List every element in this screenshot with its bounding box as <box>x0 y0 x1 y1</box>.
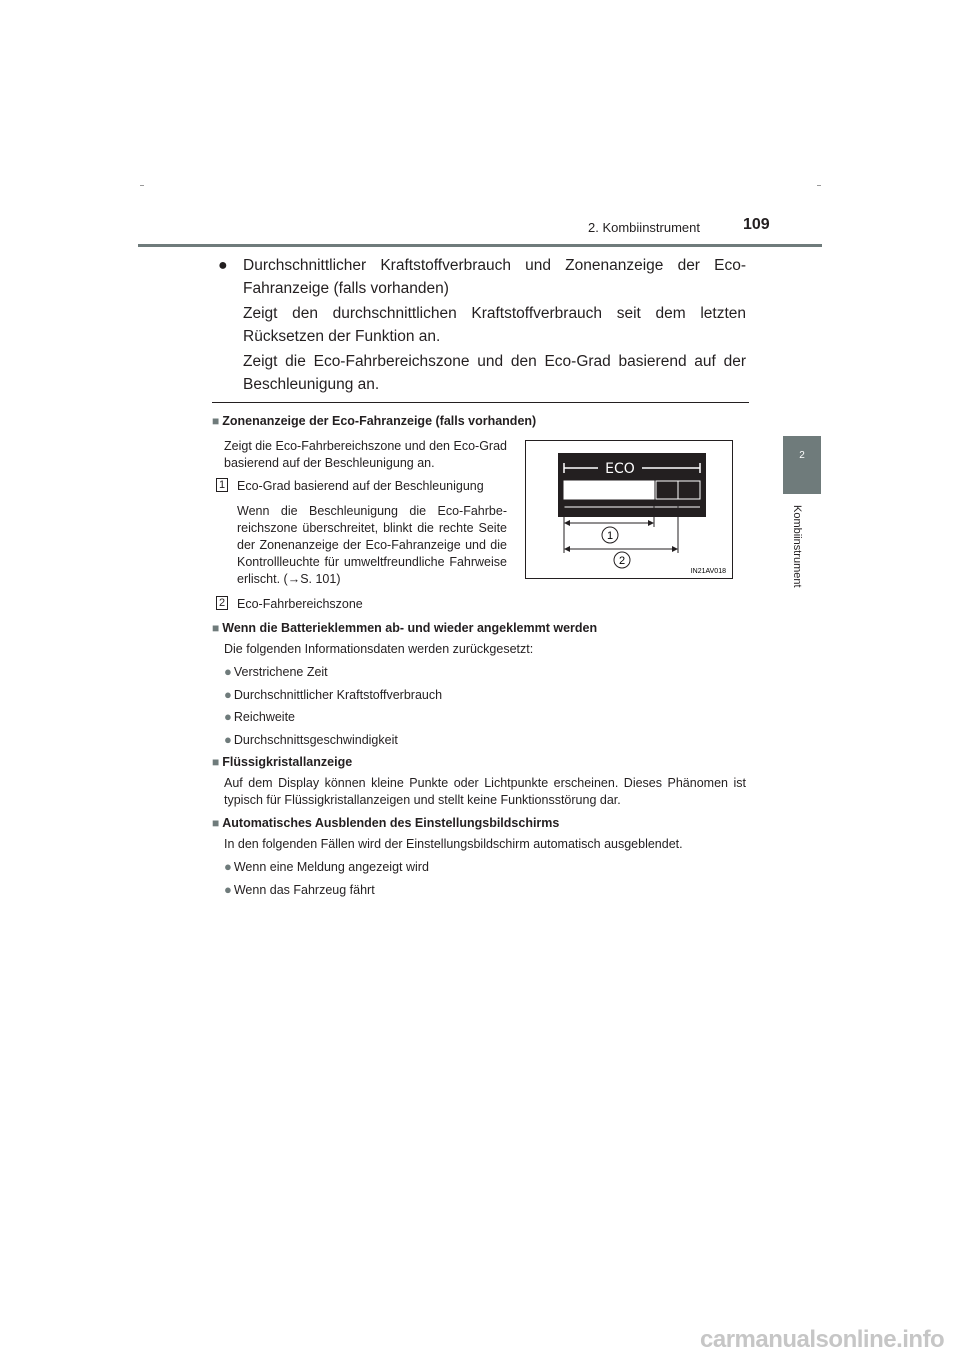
circle-bullet-icon: ● <box>224 882 232 897</box>
circle-bullet-icon: ● <box>224 732 232 747</box>
watermark: carmanualsonline.info <box>700 1326 945 1353</box>
square-bullet-icon: ■ <box>212 816 220 830</box>
item-title: Eco-Fahrbereichszone <box>237 597 363 611</box>
circle-bullet-icon: ● <box>224 709 232 724</box>
square-bullet-icon: ■ <box>212 621 220 635</box>
chapter-tab-label: Kombiinstrument <box>791 505 803 588</box>
list-item: ● Wenn das Fahrzeug fährt <box>224 882 375 897</box>
list-item: ● Durchschnittlicher Kraftstoffverbrauch <box>224 687 443 702</box>
eco-display-label: ECO <box>605 461 635 477</box>
intro-paragraph: Zeigt die Eco-Fahrbereichszone und den Eco-Grad basierend auf der Beschleunigung an. <box>243 353 746 393</box>
chapter-tab-number: 2 <box>799 450 805 461</box>
item-number: 2 <box>216 596 228 610</box>
page-number: 109 <box>743 216 770 233</box>
intro-block <box>218 254 746 397</box>
header-rule <box>138 244 822 247</box>
note-text: In den folgenden Fällen wird der Einstellungsbildschirm automatisch ausgeblendet. <box>224 837 683 851</box>
intro-paragraph: Zeigt den durchschnittlichen Kraftstoffverbrauch seit dem letzten Rücksetzen der Funktion an. <box>243 305 746 345</box>
square-bullet-icon: ■ <box>212 414 220 428</box>
note-heading: ■ Automatisches Ausblenden des Einstellungsbildschirms <box>212 816 560 830</box>
eco-zone-illustration <box>526 441 732 578</box>
list-item: ● Wenn eine Meldung angezeigt wird <box>224 859 429 874</box>
square-bullet-icon: ■ <box>212 755 220 769</box>
note-text: Die folgenden Informationsdaten werden zurückgesetzt: <box>224 642 534 656</box>
note-heading: ■ Wenn die Batterieklemmen ab- und wieder angeklemmt werden <box>212 621 598 635</box>
header-section-title: 2. Kombiinstrument <box>588 220 700 235</box>
note-heading: ■ Flüssigkristallanzeige <box>212 755 353 769</box>
item-title: Eco-Grad basierend auf der Beschleunigung <box>237 479 484 493</box>
list-item: ● Verstrichene Zeit <box>224 664 328 679</box>
crop-mark <box>817 185 821 186</box>
circle-bullet-icon: ● <box>224 664 232 679</box>
note-text: Zeigt die Eco-Fahrbereichszone und den Eco-Grad basierend auf der Beschleunigung an. <box>224 439 507 470</box>
list-item: ● Reichweite <box>224 709 295 724</box>
callout-1: 1 <box>606 530 614 542</box>
figure-code: IN21AV018 <box>690 568 726 575</box>
intro-heading: Durchschnittlicher Kraftstoffverbrauch und Zonenanzeige der Eco-Fahranzeige (falls vorhanden) <box>243 257 746 297</box>
chapter-tab <box>783 436 821 494</box>
note-heading: ■ Zonenanzeige der Eco-Fahranzeige (falls vorhanden) <box>212 414 537 428</box>
item-number: 1 <box>216 478 228 492</box>
list-item: ● Durchschnittsgeschwindigkeit <box>224 732 398 747</box>
eco-zone-figure <box>525 440 733 579</box>
circle-bullet-icon: ● <box>224 859 232 874</box>
circle-bullet-icon: ● <box>224 687 232 702</box>
callout-2: 2 <box>618 555 626 567</box>
bullet-icon: ● <box>218 257 228 274</box>
item-text: Wenn die Beschleunigung die Eco-Fahrbereichszone überschreitet, blinkt die rechte Seite der Zonenanzeige der Eco-Fahranzeige und die Kontrollleuchte für umweltfreundliche Fahrweise erlischt. (→S. 101) <box>237 504 507 586</box>
crop-mark <box>140 185 144 186</box>
note-text: Auf dem Display können kleine Punkte oder Lichtpunkte erscheinen. Dieses Phänomen ist typisch für Flüssigkristallanzeigen und stellt keine Funktionsstörung dar. <box>224 776 746 807</box>
section-divider <box>212 402 749 403</box>
